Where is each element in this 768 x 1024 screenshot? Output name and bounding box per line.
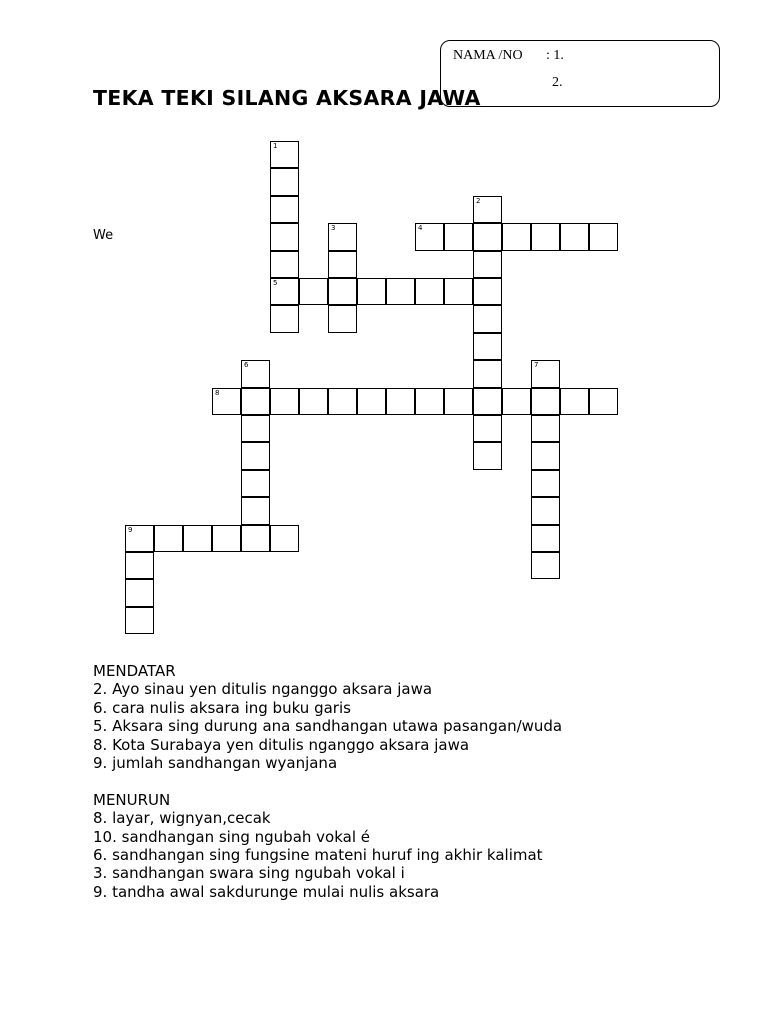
crossword-cell[interactable] — [473, 388, 502, 415]
crossword-cell[interactable] — [125, 525, 154, 552]
clue-number: 6 — [244, 361, 249, 370]
crossword-cell[interactable] — [531, 360, 560, 387]
across-clue: 6. cara nulis aksara ing buku garis — [93, 698, 351, 717]
crossword-cell[interactable] — [415, 278, 444, 305]
name-number-label: NAMA /NO — [453, 48, 523, 63]
crossword-cell[interactable] — [444, 388, 473, 415]
side-word: We — [93, 228, 114, 243]
crossword-cell[interactable] — [473, 415, 502, 442]
crossword-cell[interactable] — [531, 415, 560, 442]
crossword-cell[interactable] — [357, 388, 386, 415]
crossword-cell[interactable] — [241, 525, 270, 552]
across-clue: 8. Kota Surabaya yen ditulis nganggo aksara jawa — [93, 735, 470, 754]
page-title: TEKA TEKI SILANG AKSARA JAWA — [93, 86, 481, 110]
crossword-cell[interactable] — [328, 388, 357, 415]
crossword-cell[interactable] — [183, 525, 212, 552]
crossword-cell[interactable] — [125, 579, 154, 606]
crossword-cell[interactable] — [125, 552, 154, 579]
crossword-cell[interactable] — [299, 278, 328, 305]
crossword-cell[interactable] — [328, 278, 357, 305]
crossword-cell[interactable] — [589, 388, 618, 415]
down-clue: 6. sandhangan sing fungsine mateni huruf ing akhir kalimat — [93, 846, 543, 865]
crossword-cell[interactable] — [473, 196, 502, 223]
crossword-cell[interactable] — [531, 470, 560, 497]
crossword-cell[interactable] — [473, 278, 502, 305]
crossword-cell[interactable] — [473, 251, 502, 278]
crossword-cell[interactable] — [473, 333, 502, 360]
clue-number: 7 — [534, 361, 539, 370]
crossword-cell[interactable] — [270, 196, 299, 223]
crossword-cell[interactable] — [473, 442, 502, 469]
crossword-cell[interactable] — [531, 525, 560, 552]
crossword-cell[interactable] — [154, 525, 183, 552]
crossword-cell[interactable] — [270, 305, 299, 332]
clue-number: 1 — [273, 142, 278, 150]
crossword-cell[interactable] — [270, 525, 299, 552]
crossword-cell[interactable] — [386, 388, 415, 415]
crossword-cell[interactable] — [531, 552, 560, 579]
crossword-cell[interactable] — [589, 223, 618, 250]
across-clue: 9. jumlah sandhangan wyanjana — [93, 754, 338, 773]
clue-number: 3 — [331, 224, 336, 233]
crossword-cell[interactable] — [473, 223, 502, 250]
crossword-cell[interactable] — [444, 223, 473, 250]
crossword-cell[interactable] — [502, 388, 531, 415]
crossword-cell[interactable] — [270, 251, 299, 278]
crossword-cell[interactable] — [299, 388, 328, 415]
crossword-cell[interactable] — [270, 141, 299, 168]
across-clue: 5. Aksara sing durung ana sandhangan utawa pasangan/wuda — [93, 717, 563, 736]
down-heading: MENURUN — [93, 790, 171, 809]
crossword-cell[interactable] — [531, 442, 560, 469]
crossword-cell[interactable] — [473, 305, 502, 332]
crossword-cell[interactable] — [328, 223, 357, 250]
down-clue: 9. tandha awal sakdurunge mulai nulis aksara — [93, 882, 440, 901]
name-entry-two[interactable]: 2. — [552, 75, 563, 90]
crossword-cell[interactable] — [386, 278, 415, 305]
crossword-cell[interactable] — [270, 168, 299, 195]
crossword-cell[interactable] — [241, 415, 270, 442]
crossword-cell[interactable] — [560, 388, 589, 415]
crossword-cell[interactable] — [531, 388, 560, 415]
crossword-cell[interactable] — [415, 223, 444, 250]
down-clue: 3. sandhangan swara sing ngubah vokal i — [93, 864, 405, 883]
crossword-cell[interactable] — [531, 223, 560, 250]
crossword-cell[interactable] — [241, 388, 270, 415]
crossword-cell[interactable] — [357, 278, 386, 305]
across-clue: 2. Ayo sinau yen ditulis nganggo aksara jawa — [93, 680, 433, 699]
crossword-cell[interactable] — [560, 223, 589, 250]
clue-number: 8 — [215, 388, 220, 397]
name-entry-one[interactable]: : 1. — [546, 48, 564, 63]
crossword-cell[interactable] — [241, 470, 270, 497]
clues-section — [93, 662, 562, 901]
crossword-cell[interactable] — [328, 305, 357, 332]
clue-number: 9 — [128, 525, 133, 534]
crossword-cell[interactable] — [502, 223, 531, 250]
crossword-cell[interactable] — [212, 388, 241, 415]
crossword-cell[interactable] — [270, 223, 299, 250]
clue-number: 5 — [273, 279, 278, 287]
crossword-cell[interactable] — [473, 360, 502, 387]
down-clue: 8. layar, wignyan,cecak — [93, 809, 271, 828]
crossword-cell[interactable] — [241, 360, 270, 387]
crossword-cell[interactable] — [328, 251, 357, 278]
crossword-cell[interactable] — [241, 497, 270, 524]
crossword-cell[interactable] — [270, 388, 299, 415]
clue-spacer — [93, 772, 562, 790]
crossword-cell[interactable] — [270, 278, 299, 305]
crossword-cell[interactable] — [531, 497, 560, 524]
crossword-cell[interactable] — [125, 607, 154, 634]
crossword-cell[interactable] — [212, 525, 241, 552]
crossword-cell[interactable] — [415, 388, 444, 415]
crossword-cell[interactable] — [241, 442, 270, 469]
clue-number: 4 — [418, 224, 423, 233]
clue-number: 2 — [476, 196, 481, 205]
down-clue: 10. sandhangan sing ngubah vokal é — [93, 827, 370, 846]
crossword-cell[interactable] — [444, 278, 473, 305]
across-heading: MENDATAR — [93, 662, 176, 680]
